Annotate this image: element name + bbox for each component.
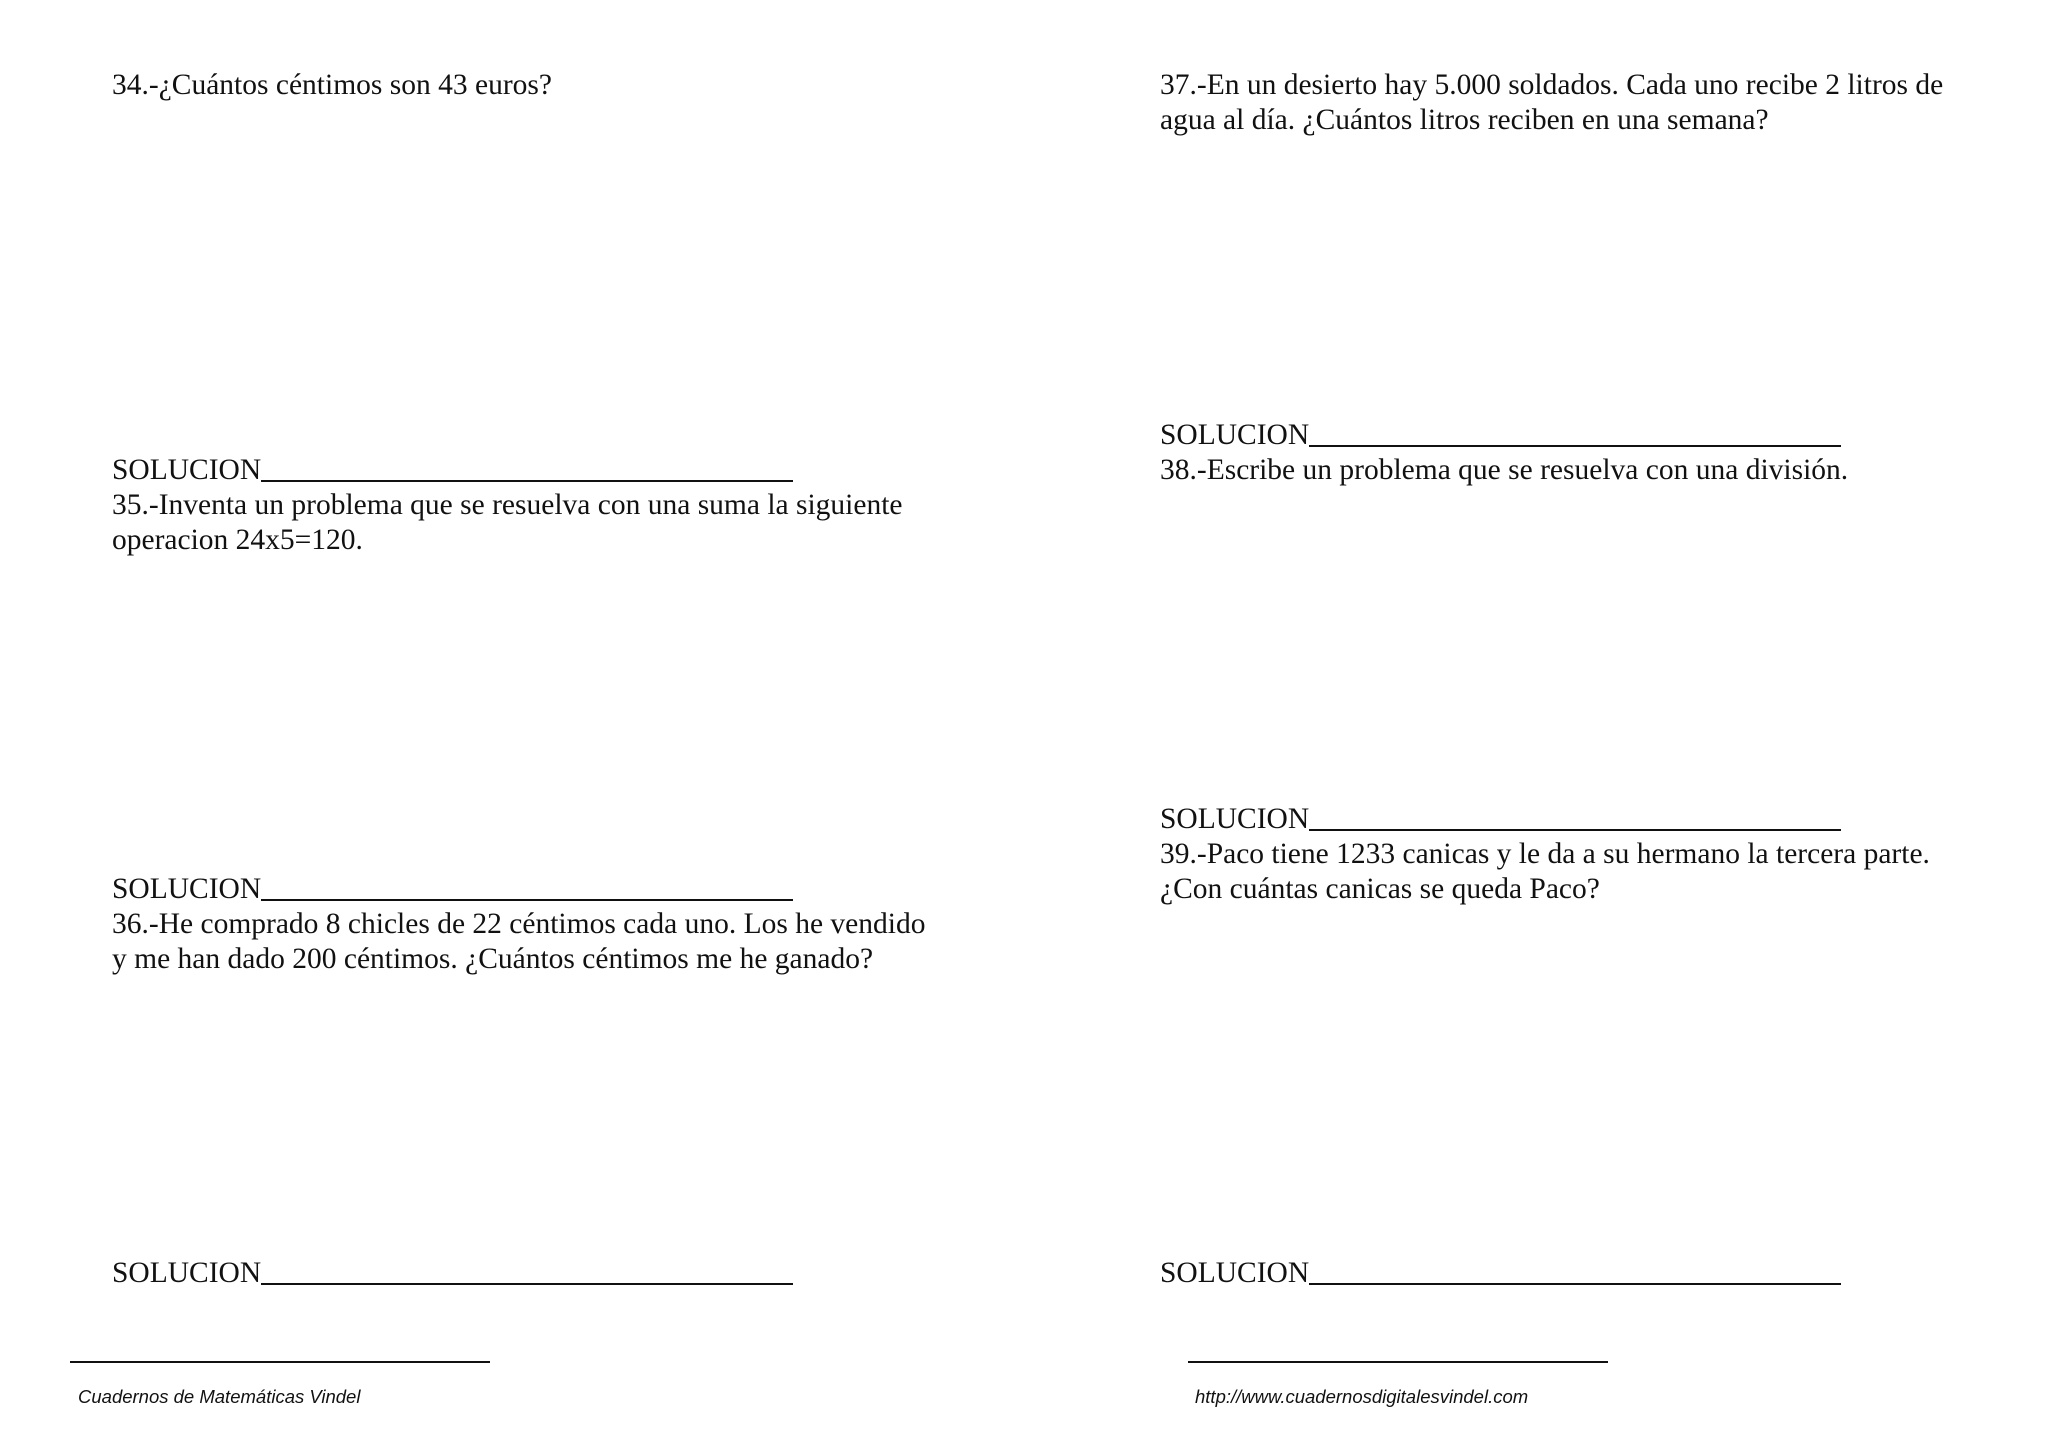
solution-38[interactable] [1160,802,1841,837]
problem-39: 39.-Paco tiene 1233 canicas y le da a su hermano la tercera parte. ¿Con cuántas canicas se queda Paco? [1160,838,1930,905]
problem-38: 38.-Escribe un problema que se resuelva con una división. [1160,454,1849,486]
footer-url[interactable]: http://www.cuadernosdigitalesvindel.com [1195,1386,1529,1407]
answer-line[interactable] [261,480,793,482]
footer-divider-right [1188,1361,1608,1363]
answer-line[interactable] [1309,829,1841,831]
solution-35[interactable] [112,872,793,907]
solution-label: SOLUCION [1160,803,1310,835]
footer-publisher: Cuadernos de Matemáticas Vindel [78,1386,361,1407]
footer-divider-left [70,1361,490,1363]
problem-37: 37.-En un desierto hay 5.000 soldados. Cada uno recibe 2 litros de agua al día. ¿Cuántos litros reciben en una semana? [1160,69,1944,136]
solution-label: SOLUCION [112,454,262,486]
answer-line[interactable] [1309,445,1841,447]
solution-39[interactable] [1160,1256,1841,1291]
answer-line[interactable] [261,899,793,901]
problem-35: 35.-Inventa un problema que se resuelva con una suma la siguiente operacion 24x5=120. [112,489,903,556]
solution-36[interactable] [112,1256,793,1291]
solution-label: SOLUCION [1160,419,1310,451]
solution-label: SOLUCION [112,1257,262,1289]
problem-36: 36.-He comprado 8 chicles de 22 céntimos cada uno. Los he vendido y me han dado 200 céntimos. ¿Cuántos céntimos me he ganado? [112,908,926,975]
problem-34: 34.-¿Cuántos céntimos son 43 euros? [112,69,552,101]
solution-label: SOLUCION [1160,1257,1310,1289]
solution-label: SOLUCION [112,873,262,905]
solution-34[interactable] [112,453,793,488]
solution-37[interactable] [1160,418,1841,453]
answer-line[interactable] [1309,1283,1841,1285]
answer-line[interactable] [261,1283,793,1285]
